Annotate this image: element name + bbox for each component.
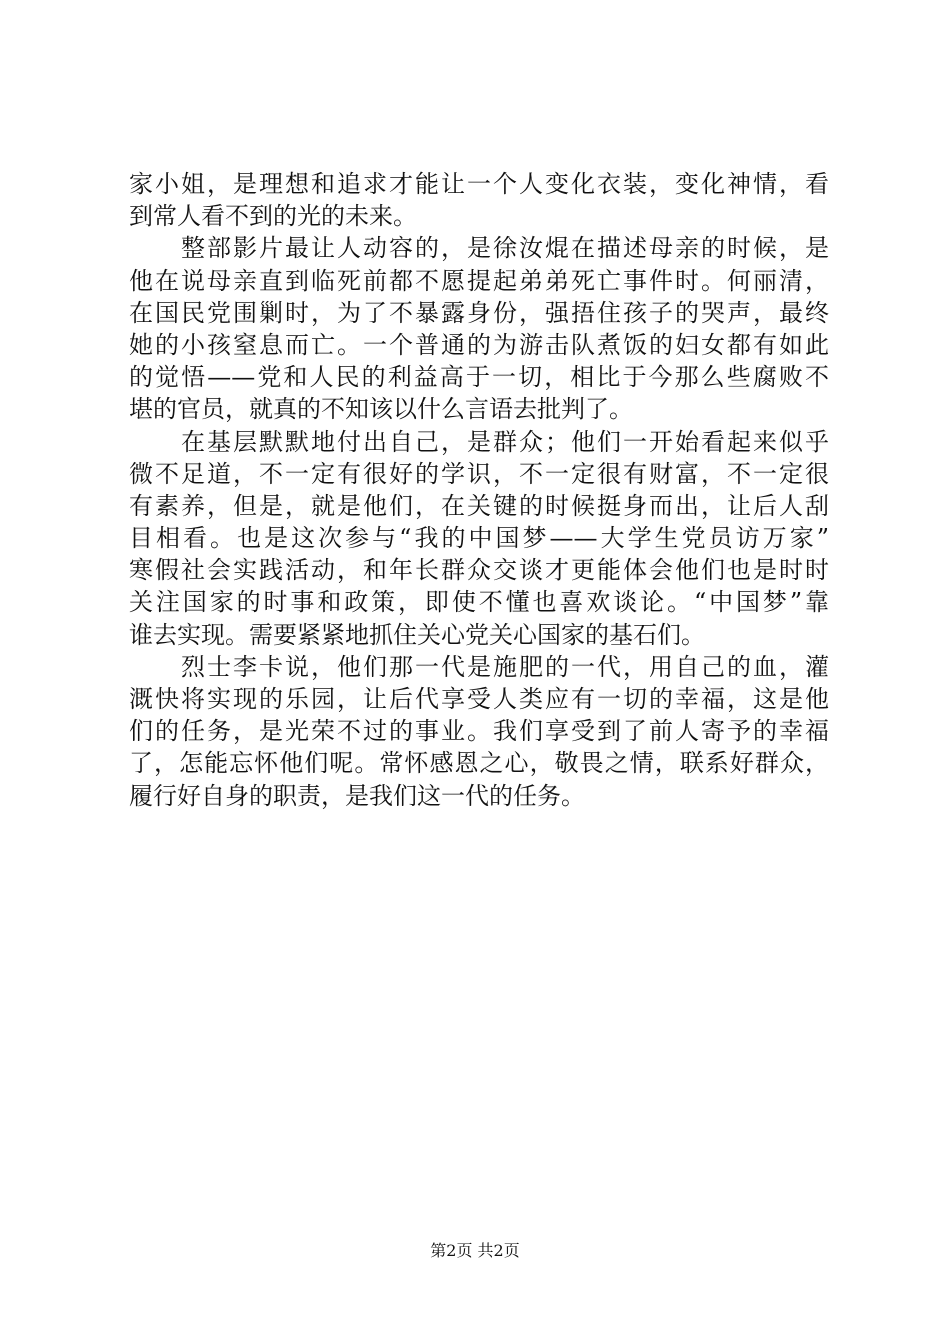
text-line: 在基层默默地付出自己，是群众；他们一开始看起来似乎 (181, 427, 829, 456)
text-line: 的觉悟——党和人民的利益高于一切，相比于今那么些腐败不 (129, 363, 829, 392)
text-line: 他在说母亲直到临死前都不愿提起弟弟死亡事件时。何丽清， (129, 266, 829, 295)
text-line: 目相看。也是这次参与“我的中国梦——大学生党员访万家” (129, 524, 829, 553)
text-line: 们的任务，是光荣不过的事业。我们享受到了前人寄予的幸福 (129, 717, 829, 746)
text-line: 履行好自身的职责，是我们这一代的任务。 (129, 781, 585, 810)
page-footer: 第2页 共2页 (430, 1241, 520, 1260)
text-line: 在国民党围剿时，为了不暴露身份，强捂住孩子的哭声，最终 (129, 298, 829, 327)
text-line: 寒假社会实践活动，和年长群众交谈才更能体会他们也是时时 (129, 556, 829, 585)
text-line: 溉快将实现的乐园，让后代享受人类应有一切的幸福，这是他 (129, 685, 829, 713)
text-line: 微不足道，不一定有很好的学识，不一定很有财富，不一定很 (129, 459, 829, 488)
document-body (129, 168, 829, 812)
text-line: 谁去实现。需要紧紧地抓住关心党关心国家的基石们。 (129, 620, 705, 649)
text-line: 家小姐，是理想和追求才能让一个人变化衣装，变化神情，看 (129, 170, 829, 198)
text-line: 堪的官员，就真的不知该以什么言语去批判了。 (129, 395, 633, 424)
text-line: 烈士李卡说，他们那一代是施肥的一代，用自己的血，灌 (181, 652, 829, 681)
text-line: 整部影片最让人动容的，是徐汝焜在描述母亲的时候，是 (181, 234, 829, 263)
text-line: 到常人看不到的光的未来。 (129, 202, 417, 231)
text-line: 关注国家的时事和政策，即使不懂也喜欢谈论。“中国梦”靠 (129, 588, 829, 617)
text-line: 有素养，但是，就是他们，在关键的时候挺身而出，让后人刮 (129, 491, 829, 520)
text-line: 了，怎能忘怀他们呢。常怀感恩之心，敬畏之情，联系好群众， (129, 749, 829, 778)
text-line: 她的小孩窒息而亡。一个普通的为游击队煮饭的妇女都有如此 (129, 330, 829, 359)
